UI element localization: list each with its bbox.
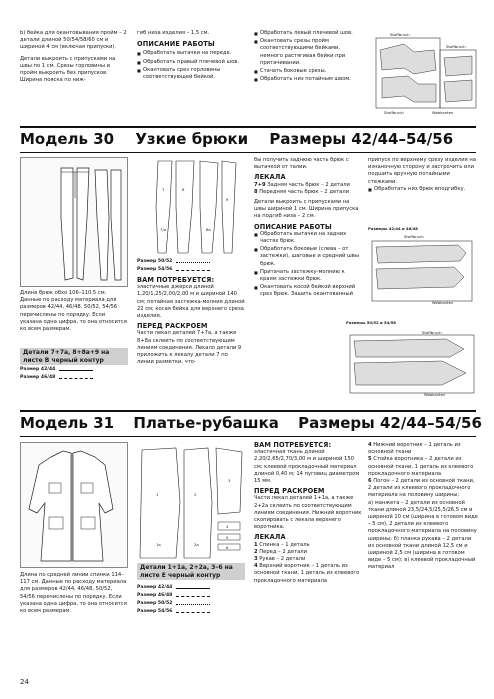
model30-col4 [368,157,478,194]
pattern-text: Перед – 2 детали [259,548,307,555]
pattern-label: 3 [228,478,231,483]
model30-size-legend [20,366,128,382]
model30-pattern-pieces [136,157,248,257]
model30-layout-1 [368,226,478,314]
top-work-item: ■ Стачать боковые срезы. [254,68,362,75]
model30-size-legend-2 [137,258,245,274]
size-line [176,270,210,271]
top-work-item: ■ Обработать правый плечевой шов. [137,59,245,66]
col4-num: 5 [368,456,372,463]
col4-text: Стойка воротника – 2 детали из основной ткани, 1 деталь из клеевого прокладочного материала [368,456,474,477]
pattern-item [254,563,362,585]
pattern-label: 5 [226,535,229,540]
model31-col4 [368,442,478,572]
cut-text: Детали выкроить с припусками на швы шириной 1 см. Ширина припуска на подгиб низа – 2 см. [254,199,359,220]
diagram-label: Stoffbruch [384,110,404,115]
pattern-text: Передняя часть брюк – 2 детали [259,188,350,195]
top-col1-p2: Детали выкроить с припусками на швы по 1 см. Срезы горловины и пройм выкроить без припусков. Ширина пояска по ниж- [20,55,116,84]
work-item: ■ Обработать вытачки на задних частях брюк. [254,231,362,245]
pattern-num: 2 [254,548,258,555]
top-col2 [137,30,245,82]
col4-item [368,456,478,478]
model31-name: Платье-рубашка [133,414,279,432]
diagram-label: Stoffbruch [390,32,410,37]
pattern-label: 1 [156,492,159,497]
pattern-label: 4 [226,524,229,529]
top-work-item: ■ Обработать вытачки на переде. [137,50,245,57]
col4-p1: припуск по верхнему срезу изделия на изнаночную сторону и застрочить или подшить вручную потайными стежками. [368,157,476,185]
model31-size-legend [137,584,245,616]
pattern-label: 1a [156,542,161,547]
model31-top-rule [20,410,476,412]
pattern-num: 3 [254,556,258,563]
pattern-label: 7 [162,187,165,192]
top-work-item: ■ Окантовать срезы пройм соответствующими бейками, немного растягивая бейки при притачивании. [254,38,362,67]
model30-layout-2 [346,320,478,406]
model31-pattern-pieces [136,442,248,562]
patterns-heading: ЛЕКАЛА [254,533,286,542]
model30-details-box: Детали 7+7а, 8+8а+9 на листе В черный контур [20,348,128,365]
size-label: Размер 42/44 [137,584,173,590]
work-list [254,231,362,299]
pattern-num: 4 [254,563,258,570]
size-line [176,262,210,263]
col4-list [368,186,478,193]
col4-text-block: а) манжета – 2 детали из основной ткани длиной 23,5/24,5/25,5/26,5 см и шириной 10 см (ширина в готовом виде – 5 см), 2 детали из клеевого прокладочного материала на половину ширины; б) планка рукава – 2 детали из основной ткани длиной 12,5 см и шириной 2,5 см (ширина в готовом виде – 5 см); в) клеевой прокладочный материал [368,499,478,571]
before-cut-heading: ПЕРЕД РАСКРОЕМ [137,322,208,331]
model30-sizes: Размеры 42/44–54/56 [269,130,454,148]
size-line [176,596,210,597]
model31-length-text: Длина по средней линии спинки 114–117 см. Данные по расходу материала для размеров 42/44, 46/48, 50/52, 54/56 перечислены по порядку. Если указана одна цифра, то она относится ко всем размерам. [20,572,127,615]
size-label: Размер 54/56 [137,608,173,614]
materials-heading: ВАМ ПОТРЕБУЕТСЯ: [254,441,332,449]
size-row [137,258,245,266]
top-work-list [137,50,245,81]
model30-top-rule [20,126,476,128]
before-cut-text: Части лекал деталей 1+1а, а также 2+2а склеить по соответствующим линиям соединения. Нижний воротник скопировать с лекала верхнего воротника. [254,495,362,531]
size-row [137,266,245,274]
col3-p1: бы получить заднюю часть брюк с вытачкой от талии. [254,157,349,171]
layout-word: Stoffbruch [422,330,442,335]
pattern-label: 2a [194,542,199,547]
model30-col3 [254,157,362,300]
pattern-text: Задняя часть брюк – 2 детали [267,181,350,188]
layout-word: Webkanten [424,392,446,397]
pattern-text: Рукав – 2 детали [259,556,306,563]
model31-sizes: Размеры 42/44–54/56 [298,414,482,432]
model31-header [20,413,482,434]
size-label: Размер 54/56 [137,266,173,272]
model30-illustration [20,157,128,287]
size-line [176,604,210,605]
materials-text: эластичные джерси длиной 1,20/1,25/2,00/2,00 м и шириной 140 см; потайная застежка-молния длиной 22 см; косая бейка для верхнего среза изделия. [137,284,245,320]
model30-name: Узкие брюки [135,130,249,148]
before-cut-text: Части лекал деталей 7+7а, а также 8+8а склеить по соответствующим линиям соединения. Лекало детали 9 приложить к лекалу детали 7 по линии разметки, что- [137,330,242,366]
pattern-label: 6 [226,545,229,550]
work-item: ■ Окантовать косой бейкой верхний срез брюк. Зашить окантованный [254,284,362,298]
size-row [20,374,128,382]
pattern-item [254,542,362,549]
col4-num: 6 [368,478,372,485]
size-row [137,600,245,608]
size-label: Размер 50/52 [137,258,173,264]
size-line [59,370,93,371]
size-label: Размер 50/52 [137,600,173,606]
layout-label: Размеры 42/44 и 46/48 [368,226,418,231]
layout-label: Размеры 50/52 и 54/56 [346,320,396,325]
size-row [137,592,245,600]
top-work-item: ■ Обработать левый плечевой шов. [254,30,362,37]
col4-num: 4 [368,442,372,448]
materials-text: эластичная ткань длиной 2,20/2,65/2,70/3,00 м и шириной 150 см; клеевой прокладочный материал длиной 0,40 м; 14 пуговиц диаметром 15 мм. [254,449,360,485]
model30-title: Модель 30 [20,130,115,148]
col4-item: ■ Обработать низ брюк вподгибку. [368,186,478,193]
size-row [137,584,245,592]
diagram-label: Webkanten [432,110,454,115]
size-row [20,366,128,374]
top-work-item: ■ Обработать низ потайным швом. [254,76,362,83]
size-line [176,612,210,613]
pattern-text: Спинка – 1 деталь [259,541,310,548]
pattern-num: 7+9 [254,181,266,188]
pattern-item [254,549,362,556]
top-layout-diagram [374,30,478,120]
col4-item [368,442,478,456]
diagram-label: Stoffbruch [446,44,466,49]
materials-heading: ВАМ ПОТРЕБУЕТСЯ: [137,276,215,284]
pattern-item [254,189,362,196]
before-cut-heading: ПЕРЕД РАСКРОЕМ [254,487,325,496]
pattern-label: 2 [194,492,197,497]
size-label: Размер 46/48 [20,374,56,380]
top-col3 [254,30,362,84]
pattern-num: 8 [254,188,258,195]
layout-word: Stoffbruch [404,234,424,239]
top-col1 [20,30,128,84]
page-number: 24 [20,678,29,686]
pattern-num: 1 [254,541,258,548]
patterns-heading: ЛЕКАЛА [254,173,286,182]
size-label: Размер 42/44 [20,366,56,372]
model31-bottom-rule [20,436,476,437]
layout-word: Webkanten [432,300,454,305]
top-work-list-2 [254,30,362,83]
model31-details-box: Детали 1+1а, 2+2а, 3–6 на листе Е черный контур [137,563,245,580]
top-col2-p1: гиб низа изделия – 1,5 см. [137,30,210,36]
top-col1-p1: b) бейка для окантовывания пройм – 2 детали длиной 50/54/58/60 см и шириной 4 см (включая припуски). [20,30,127,51]
model31-title: Модель 31 [20,414,115,432]
size-line [176,588,210,589]
col4-item [368,478,478,500]
model31-col3 [254,442,362,585]
pattern-label: 8 [182,187,185,192]
model31-illustration [20,442,128,568]
pattern-label: 8a [206,227,211,232]
model30-bottom-rule [20,152,476,153]
work-heading: ОПИСАНИЕ РАБОТЫ [254,222,332,231]
pattern-text: Верхний воротник – 1 деталь из основной ткани, 1 деталь из клеевого прокладочного материала [254,563,360,584]
model30-col2 [137,277,245,366]
size-line [59,378,93,379]
pattern-label: 9 [226,197,229,202]
size-row [137,608,245,616]
pattern-item [254,182,362,189]
model30-length-text: Длина брюк обхо 106–110,5 см. Данные по расходу материала для размеров 42/44, 46/48, 50/52, 54/56 перечислены по порядку. Если указана одна цифра, то она относится ко всем размерам. [20,290,127,333]
work-item: ■ Притачать застежку-молнию к краям застежки брюк. [254,269,362,283]
top-work-item: ■ Окантовать срез горловины соответствующей бейкой. [137,67,245,81]
model30-header [20,129,453,150]
pattern-label: 7/a [160,227,167,232]
col4-text: Нижний воротник – 1 деталь из основной ткани [368,442,461,456]
col4-text: Погон – 2 детали из основной ткани, 2 детали из клеевого прокладочного материала на половину ширины; [368,478,475,499]
size-label: Размер 46/48 [137,592,173,598]
top-work-heading: ОПИСАНИЕ РАБОТЫ [137,40,215,49]
work-item: ■ Обработать боковые (слева – от застежки), шаговые и средний швы брюк. [254,246,362,268]
